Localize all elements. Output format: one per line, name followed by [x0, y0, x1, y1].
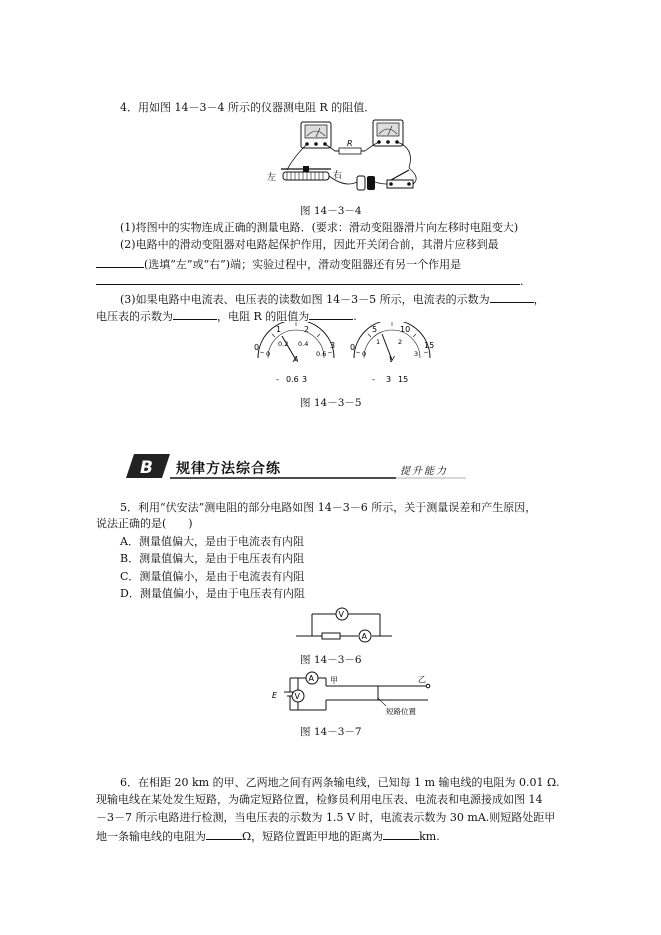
- q6-line-1: 6．在相距 20 km 的甲、乙两地之间有两条输电线，已知每 1 m 输电线的电阻为 0.01 Ω.: [120, 776, 560, 789]
- svg-text:0: 0: [254, 343, 260, 352]
- answer-blank[interactable]: [490, 291, 534, 303]
- fig1-label-left: 左: [267, 173, 277, 183]
- q5-stem-1: 5．利用“伏安法”测电阻的部分电路如图 14－3－6 所示，关于测量误差和产生原因，: [120, 501, 537, 514]
- svg-text:0: 0: [350, 343, 356, 352]
- svg-text:2: 2: [304, 325, 310, 334]
- punct: .: [353, 310, 357, 323]
- svg-text:A: A: [361, 632, 367, 641]
- answer-blank[interactable]: [383, 828, 419, 840]
- left-meter-icon: [301, 122, 331, 148]
- svg-text:3: 3: [386, 375, 392, 384]
- q6-line-2: 现输电线在某处发生短路，为确定短路位置，检修员利用电压表、电流表和电源接成如图 14: [96, 793, 543, 806]
- svg-text:2: 2: [398, 338, 403, 346]
- section-b-badge: B: [140, 458, 153, 478]
- q4-stem: 4．用如图 14－3－4 所示的仪器测电阻 R 的阻值．: [120, 101, 376, 114]
- punct: ，: [533, 293, 545, 306]
- svg-text:0.6: 0.6: [286, 375, 299, 384]
- svg-text:-: -: [372, 375, 375, 384]
- ammeter-icon: [359, 630, 371, 642]
- answer-blank[interactable]: [206, 828, 242, 840]
- fig1-caption: 图 14－3－4: [300, 205, 362, 217]
- answer-blank[interactable]: [96, 273, 520, 285]
- svg-text:A: A: [293, 355, 299, 364]
- resistor-icon: [335, 148, 365, 154]
- svg-text:0.2: 0.2: [278, 340, 289, 348]
- fig7-label-e: E: [272, 691, 278, 700]
- svg-text:15: 15: [424, 341, 435, 350]
- fig6-circuit: [294, 606, 394, 646]
- fig6-caption: 图 14－3－6: [300, 654, 362, 666]
- svg-text:0: 0: [362, 350, 367, 358]
- answer-blank[interactable]: [173, 308, 217, 320]
- q5-option-a[interactable]: A．测量值偏大，是由于电流表有内阻: [120, 535, 304, 548]
- answer-blank[interactable]: [96, 256, 144, 268]
- fig7-circuit: [268, 668, 448, 720]
- section-b-subtitle: 提升能力: [400, 466, 448, 477]
- fig1-label-r: R: [347, 139, 353, 148]
- q4-part3-b-text1: 电压表的示数为: [96, 310, 173, 323]
- svg-text:V: V: [389, 355, 395, 364]
- battery-icon: [357, 176, 375, 190]
- svg-text:V: V: [294, 692, 300, 701]
- svg-text:3: 3: [330, 341, 336, 350]
- q4-part2-a: (2)电路中的滑动变阻器对电路起保护作用，因此开关闭合前，其滑片应移到最: [120, 238, 499, 251]
- q4-part3-a-line: [120, 291, 545, 307]
- q5-option-d[interactable]: D．测量值偏小，是由于电压表有内阻: [120, 587, 305, 600]
- voltmeter-icon: [292, 690, 304, 702]
- q5-stem-2: 说法正确的是( ): [96, 517, 193, 530]
- fig7-label-jia: 甲: [330, 676, 338, 685]
- q6-line-3: －3－7 所示电路进行检测，当电压表的示数为 1.5 V 时，电流表示数为 30 mA.则短路处距甲: [96, 811, 556, 824]
- q6-line-4: [96, 828, 440, 844]
- q4-part2-b: (选填“左”或“右”)端；实验过程中，滑动变阻器还有另一个作用是: [144, 258, 462, 271]
- svg-text:15: 15: [398, 375, 409, 384]
- q5-option-b[interactable]: B．测量值偏大，是由于电压表有内阻: [120, 552, 305, 565]
- q4-part2-b-line: [96, 256, 461, 272]
- svg-text:1: 1: [276, 325, 282, 334]
- right-meter-icon: [373, 120, 403, 146]
- svg-text:10: 10: [400, 325, 411, 334]
- q4-part1: (1)将图中的实物连成正确的测量电路．(要求：滑动变阻器滑片向左移时电阻变大): [120, 221, 519, 234]
- switch-icon: [387, 170, 413, 188]
- ammeter-dial-icon: [254, 322, 335, 384]
- apparatus-figure: [265, 118, 435, 198]
- q5-option-c[interactable]: C．测量值偏小，是由于电流表有内阻: [120, 570, 305, 583]
- svg-text:V: V: [338, 610, 344, 619]
- fig7-label-yi: 乙: [418, 675, 426, 684]
- svg-text:0.4: 0.4: [298, 340, 309, 348]
- svg-text:-: -: [276, 375, 279, 384]
- svg-text:3: 3: [302, 375, 308, 384]
- meter-dials-figure: [250, 322, 440, 390]
- fig1-label-right: 右: [333, 171, 343, 181]
- q4-part2-c: .: [520, 275, 524, 288]
- q6-line-4-a: 地一条输电线的电阻为: [96, 830, 206, 843]
- answer-blank[interactable]: [309, 308, 353, 320]
- svg-text:A: A: [308, 674, 314, 683]
- section-b-title: 规律方法综合练: [176, 461, 281, 477]
- q4-part3-a: (3)如果电路中电流表、电压表的读数如图 14－3－5 所示，电流表的示数为: [120, 293, 490, 306]
- q4-part2-c-line: [96, 273, 524, 289]
- svg-text:0.6: 0.6: [316, 350, 327, 358]
- svg-text:3: 3: [414, 350, 419, 358]
- fig7-label-short: 短路位置: [386, 707, 416, 716]
- voltmeter-dial-icon: [350, 322, 434, 384]
- q4-part3-b-text2: ，电阻 R 的阻值为: [217, 310, 310, 323]
- q6-line-4-b: Ω，短路位置距甲地的距离为: [242, 830, 384, 843]
- fig7-caption: 图 14－3－7: [300, 726, 362, 738]
- ammeter-icon: [306, 672, 318, 684]
- voltmeter-icon: [336, 608, 348, 620]
- svg-text:5: 5: [372, 325, 378, 334]
- rheostat-icon: [281, 166, 331, 180]
- fig2-caption: 图 14－3－5: [300, 397, 362, 409]
- q6-line-4-c: km.: [419, 830, 440, 843]
- svg-text:1: 1: [376, 338, 381, 346]
- svg-text:0: 0: [266, 350, 271, 358]
